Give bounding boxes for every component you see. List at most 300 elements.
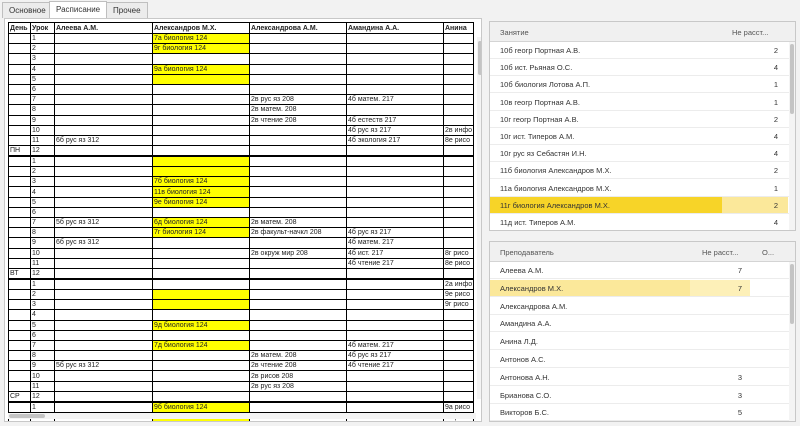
lesson-row[interactable] xyxy=(490,128,795,145)
lesson-row[interactable] xyxy=(490,145,795,162)
teacher-name: Александрова А.М. xyxy=(500,301,568,311)
teachers-header-extra[interactable]: О... xyxy=(762,248,775,257)
schedule-cell[interactable]: 4б чтение 217 xyxy=(347,258,444,268)
schedule-cell[interactable] xyxy=(347,44,444,54)
day-cell xyxy=(9,371,31,381)
schedule-cell[interactable] xyxy=(347,279,444,290)
lessons-header-count[interactable]: Не расст... xyxy=(732,28,769,37)
horizontal-scrollbar[interactable] xyxy=(8,413,476,419)
tab-main[interactable]: Основное xyxy=(2,2,53,18)
schedule-cell[interactable]: 2в инфо xyxy=(445,126,472,134)
schedule-cell[interactable] xyxy=(444,320,474,330)
schedule-cell[interactable]: 9б биология 124 xyxy=(153,402,250,413)
lesson-name: 10б геогр Портная А.В. xyxy=(500,46,581,55)
schedule-cell[interactable] xyxy=(444,146,474,157)
schedule-row xyxy=(9,74,474,84)
schedule-cell[interactable]: 9г рисо xyxy=(444,300,474,310)
teacher-name: Алеева А.М. xyxy=(500,266,544,275)
lesson-row[interactable] xyxy=(490,197,795,214)
schedule-cell[interactable]: 5б рус яз 312 xyxy=(55,218,153,228)
schedule-cell[interactable] xyxy=(55,351,153,361)
schedule-cell[interactable] xyxy=(347,300,444,310)
schedule-cell[interactable] xyxy=(347,391,444,402)
lesson-unassigned-count: 4 xyxy=(773,132,778,141)
schedule-cell[interactable] xyxy=(55,340,153,350)
schedule-cell[interactable] xyxy=(250,268,347,279)
schedule-cell[interactable] xyxy=(153,361,250,371)
lesson-unassigned-count: 4 xyxy=(773,218,778,227)
schedule-cell[interactable] xyxy=(55,156,153,167)
day-cell xyxy=(9,125,31,135)
schedule-cell[interactable] xyxy=(347,146,444,157)
schedule-cell[interactable] xyxy=(55,177,153,187)
header-teacher[interactable]: Алеева А.М. xyxy=(55,23,153,34)
schedule-cell[interactable] xyxy=(250,391,347,402)
schedule-cell[interactable] xyxy=(55,207,153,217)
schedule-cell[interactable] xyxy=(444,361,474,371)
schedule-cell[interactable]: 2в рисов 208 xyxy=(250,371,347,381)
schedule-cell[interactable]: 2в рус яз 208 xyxy=(250,95,347,105)
schedule-cell[interactable]: 4б экология 217 xyxy=(347,135,444,145)
lesson-number-cell: 4 xyxy=(31,64,55,74)
schedule-cell[interactable] xyxy=(153,289,250,299)
schedule-cell[interactable] xyxy=(55,402,153,413)
schedule-cell[interactable] xyxy=(347,54,444,64)
schedule-cell[interactable] xyxy=(55,310,153,320)
header-teacher[interactable]: Александров М.Х. xyxy=(153,23,250,34)
schedule-cell[interactable]: 9д биология 124 xyxy=(153,320,250,330)
schedule-row xyxy=(9,197,474,207)
lesson-number-cell: 9 xyxy=(31,361,55,371)
schedule-cell[interactable] xyxy=(444,371,474,381)
schedule-cell[interactable]: 7д биология 124 xyxy=(153,340,250,350)
schedule-cell[interactable] xyxy=(153,74,250,84)
teacher-name: Амандина А.А. xyxy=(500,319,552,329)
lesson-name: 10б биология Лотова А.П. xyxy=(500,80,591,90)
lesson-number-cell: 7 xyxy=(31,95,55,105)
schedule-cell[interactable]: 2в рус яз 208 xyxy=(250,381,347,391)
schedule-cell[interactable] xyxy=(250,238,347,248)
schedule-cell[interactable] xyxy=(55,115,153,125)
schedule-cell[interactable]: 8е рисо xyxy=(444,135,474,145)
teachers-header-name[interactable]: Преподаватель xyxy=(500,248,554,257)
schedule-cell[interactable] xyxy=(444,238,474,248)
schedule-cell[interactable] xyxy=(250,125,347,135)
schedule-cell[interactable] xyxy=(55,228,153,238)
lesson-number-cell: 8 xyxy=(31,351,55,361)
schedule-cell[interactable] xyxy=(347,105,444,115)
schedule-row xyxy=(9,167,474,177)
schedule-cell[interactable] xyxy=(444,187,474,197)
schedule-cell[interactable]: 4б ист. 217 xyxy=(347,248,444,258)
lesson-number-cell: 9 xyxy=(31,115,55,125)
schedule-cell[interactable]: 8г рисо xyxy=(444,248,474,258)
schedule-cell[interactable]: 2в факульт-начкл 208 xyxy=(250,228,347,238)
schedule-row xyxy=(9,391,474,402)
schedule-cell[interactable] xyxy=(250,207,347,217)
schedule-cell[interactable] xyxy=(153,371,250,381)
schedule-cell[interactable] xyxy=(55,320,153,330)
day-cell xyxy=(9,74,31,84)
lesson-number-cell: 12 xyxy=(31,391,55,402)
schedule-cell[interactable] xyxy=(347,320,444,330)
schedule-cell[interactable] xyxy=(153,156,250,167)
schedule-cell[interactable] xyxy=(55,167,153,177)
schedule-row xyxy=(9,64,474,74)
schedule-cell[interactable] xyxy=(55,330,153,340)
schedule-cell[interactable] xyxy=(55,74,153,84)
schedule-cell[interactable] xyxy=(444,74,474,84)
teacher-name: Антонова А.Н. xyxy=(500,372,550,382)
schedule-cell[interactable] xyxy=(250,74,347,84)
schedule-row xyxy=(9,207,474,217)
schedule-cell[interactable]: 4б матем. 217 xyxy=(347,340,444,350)
schedule-cell[interactable] xyxy=(153,84,250,94)
schedule-cell[interactable] xyxy=(347,289,444,299)
schedule-cell[interactable] xyxy=(444,351,474,361)
schedule-cell[interactable] xyxy=(347,381,444,391)
schedule-cell[interactable] xyxy=(55,268,153,279)
schedule-cell[interactable] xyxy=(250,146,347,157)
schedule-cell[interactable] xyxy=(250,135,347,145)
schedule-row xyxy=(9,125,474,135)
schedule-cell[interactable] xyxy=(347,218,444,228)
lesson-number-cell: 4 xyxy=(31,310,55,320)
schedule-cell[interactable] xyxy=(153,258,250,268)
lessons-header-name[interactable]: Занятие xyxy=(500,28,529,37)
schedule-cell[interactable] xyxy=(444,95,474,105)
schedule-cell[interactable] xyxy=(250,340,347,350)
schedule-cell[interactable] xyxy=(55,84,153,94)
schedule-cell[interactable] xyxy=(55,125,153,135)
schedule-cell[interactable] xyxy=(250,258,347,268)
lesson-row[interactable] xyxy=(490,111,795,128)
schedule-cell[interactable]: 4б рус яз 217 xyxy=(347,228,444,238)
schedule-cell[interactable] xyxy=(444,54,474,64)
schedule-cell[interactable] xyxy=(55,187,153,197)
schedule-cell[interactable] xyxy=(444,340,474,350)
schedule-cell[interactable] xyxy=(153,95,250,105)
schedule-cell[interactable] xyxy=(153,125,250,135)
schedule-cell[interactable]: 6д биология 124 xyxy=(153,218,250,228)
teachers-scroll-thumb[interactable] xyxy=(790,264,794,324)
teachers-header-count[interactable]: Не расст... xyxy=(702,248,739,257)
schedule-cell[interactable] xyxy=(250,84,347,94)
schedule-cell[interactable]: 4б матем. 217 xyxy=(347,238,444,248)
tab-other[interactable]: Прочее xyxy=(106,2,148,18)
lessons-scrollbar[interactable] xyxy=(789,42,795,231)
schedule-cell[interactable] xyxy=(153,300,250,310)
schedule-cell[interactable] xyxy=(55,34,153,44)
schedule-row xyxy=(9,300,474,310)
teacher-row[interactable] xyxy=(490,280,795,297)
lesson-name: 10б ист. Рьяная О.С. xyxy=(500,63,573,73)
teacher-unassigned-count: 7 xyxy=(737,283,742,293)
schedule-cell[interactable]: 2в окруж мир 208 xyxy=(250,248,347,258)
schedule-cell[interactable] xyxy=(55,146,153,157)
day-cell xyxy=(9,320,31,330)
schedule-cell[interactable] xyxy=(347,177,444,187)
schedule-cell[interactable]: 11в биология 124 xyxy=(153,187,250,197)
lesson-number-cell: 10 xyxy=(31,125,55,135)
horizontal-scroll-thumb[interactable] xyxy=(9,414,45,418)
schedule-cell[interactable] xyxy=(55,279,153,290)
schedule-cell[interactable] xyxy=(250,64,347,74)
teacher-row[interactable] xyxy=(490,387,795,404)
schedule-cell[interactable]: 7б биология 124 xyxy=(153,177,250,187)
teacher-row[interactable] xyxy=(490,369,795,386)
schedule-cell[interactable] xyxy=(55,54,153,64)
schedule-cell[interactable] xyxy=(153,310,250,320)
lesson-row[interactable] xyxy=(490,180,795,197)
schedule-cell[interactable] xyxy=(153,351,250,361)
day-cell xyxy=(9,64,31,74)
schedule-cell[interactable] xyxy=(55,289,153,299)
schedule-cell[interactable] xyxy=(347,34,444,44)
schedule-cell[interactable] xyxy=(250,289,347,299)
lessons-scroll-thumb[interactable] xyxy=(790,44,794,114)
schedule-cell[interactable] xyxy=(250,34,347,44)
schedule-cell[interactable] xyxy=(444,268,474,279)
teacher-row[interactable] xyxy=(490,298,795,315)
schedule-cell[interactable] xyxy=(347,156,444,167)
lesson-number-cell: 8 xyxy=(31,105,55,115)
schedule-grid-panel xyxy=(4,18,482,422)
teachers-scrollbar[interactable] xyxy=(789,262,795,422)
schedule-cell[interactable] xyxy=(55,381,153,391)
schedule-row xyxy=(9,238,474,248)
schedule-cell[interactable]: 9а рисо xyxy=(444,402,474,413)
schedule-cell[interactable] xyxy=(153,238,250,248)
schedule-cell[interactable] xyxy=(347,167,444,177)
lesson-unassigned-count: 2 xyxy=(773,200,778,210)
schedule-row xyxy=(9,320,474,330)
lesson-row[interactable] xyxy=(490,42,795,59)
lesson-name: 11а биология Александров М.Х. xyxy=(500,183,612,193)
teacher-row[interactable] xyxy=(490,404,795,421)
teacher-row[interactable] xyxy=(490,262,795,279)
schedule-cell[interactable] xyxy=(55,105,153,115)
schedule-cell[interactable] xyxy=(444,197,474,207)
vertical-scrollbar[interactable] xyxy=(477,37,482,399)
schedule-cell[interactable] xyxy=(250,330,347,340)
schedule-cell[interactable]: 2в матем. 208 xyxy=(250,105,347,115)
schedule-cell[interactable] xyxy=(153,115,250,125)
schedule-cell[interactable]: 7а биология 124 xyxy=(153,34,250,44)
teacher-row[interactable] xyxy=(490,315,795,332)
schedule-cell[interactable] xyxy=(153,330,250,340)
schedule-cell[interactable] xyxy=(55,300,153,310)
schedule-cell[interactable] xyxy=(347,310,444,320)
schedule-cell[interactable]: 5б рус яз 312 xyxy=(55,361,153,371)
lesson-row[interactable] xyxy=(490,59,795,76)
schedule-cell[interactable] xyxy=(250,54,347,64)
schedule-cell[interactable]: 9е рисо xyxy=(444,289,474,299)
schedule-cell[interactable] xyxy=(444,391,474,402)
day-cell xyxy=(9,402,31,413)
schedule-cell[interactable] xyxy=(250,310,347,320)
schedule-cell[interactable] xyxy=(444,228,474,238)
schedule-cell[interactable] xyxy=(153,167,250,177)
teacher-name: Анина Л.Д. xyxy=(500,337,538,347)
schedule-cell[interactable]: 2в чтение 208 xyxy=(250,361,347,371)
day-cell xyxy=(9,218,31,228)
schedule-cell[interactable] xyxy=(153,279,250,290)
tab-schedule[interactable]: Расписание xyxy=(49,1,107,18)
schedule-cell[interactable] xyxy=(250,187,347,197)
schedule-cell[interactable] xyxy=(153,146,250,157)
schedule-cell[interactable]: 4б рус яз 217 xyxy=(347,351,444,361)
schedule-row xyxy=(9,340,474,350)
schedule-cell[interactable] xyxy=(55,258,153,268)
schedule-cell[interactable] xyxy=(347,64,444,74)
schedule-cell[interactable]: 9а биология 124 xyxy=(153,64,250,74)
schedule-cell[interactable] xyxy=(153,381,250,391)
schedule-cell[interactable] xyxy=(250,402,347,413)
schedule-cell[interactable] xyxy=(55,391,153,402)
schedule-cell[interactable] xyxy=(347,371,444,381)
schedule-cell[interactable] xyxy=(444,177,474,187)
lesson-row[interactable] xyxy=(490,162,795,179)
schedule-cell[interactable] xyxy=(444,330,474,340)
day-cell xyxy=(9,310,31,320)
schedule-cell[interactable] xyxy=(153,54,250,64)
schedule-cell[interactable] xyxy=(444,156,474,167)
schedule-cell[interactable] xyxy=(55,371,153,381)
day-cell xyxy=(9,84,31,94)
day-cell xyxy=(9,156,31,167)
schedule-row xyxy=(9,351,474,361)
schedule-cell[interactable] xyxy=(444,64,474,74)
schedule-cell[interactable] xyxy=(153,391,250,402)
lesson-number-cell: 11 xyxy=(31,381,55,391)
lesson-number-cell: 7 xyxy=(31,218,55,228)
schedule-cell[interactable] xyxy=(444,44,474,54)
teacher-row[interactable] xyxy=(490,351,795,368)
day-cell: СР xyxy=(9,391,31,402)
lesson-number-cell: 1 xyxy=(31,156,55,167)
lesson-number-cell: 2 xyxy=(31,44,55,54)
teacher-row[interactable] xyxy=(490,333,795,350)
schedule-cell[interactable]: 4б матем. 217 xyxy=(347,95,444,105)
schedule-cell[interactable] xyxy=(250,279,347,290)
lesson-number-cell: 12 xyxy=(31,146,55,157)
schedule-cell[interactable]: 6б рус яз 312 xyxy=(55,135,153,145)
schedule-row xyxy=(9,218,474,228)
lesson-row[interactable] xyxy=(490,94,795,111)
schedule-cell[interactable] xyxy=(55,197,153,207)
header-teacher[interactable]: Амандина А.А. xyxy=(347,23,444,34)
day-cell xyxy=(9,351,31,361)
schedule-cell[interactable] xyxy=(250,177,347,187)
schedule-cell[interactable]: 8е рисо xyxy=(444,258,474,268)
schedule-cell[interactable]: 2а инфо xyxy=(445,280,473,288)
schedule-cell[interactable] xyxy=(55,248,153,258)
schedule-cell[interactable] xyxy=(444,34,474,44)
schedule-cell[interactable] xyxy=(250,167,347,177)
schedule-cell[interactable] xyxy=(444,167,474,177)
schedule-cell[interactable] xyxy=(347,402,444,413)
schedule-cell[interactable] xyxy=(444,381,474,391)
schedule-cell[interactable] xyxy=(153,248,250,258)
schedule-cell[interactable] xyxy=(444,84,474,94)
schedule-cell[interactable] xyxy=(55,95,153,105)
schedule-cell[interactable] xyxy=(347,84,444,94)
schedule-cell[interactable] xyxy=(444,218,474,228)
schedule-cell[interactable] xyxy=(444,115,474,125)
schedule-cell[interactable]: 7г биология 124 xyxy=(153,228,250,238)
vertical-scroll-thumb[interactable] xyxy=(478,41,482,75)
schedule-cell[interactable] xyxy=(250,197,347,207)
schedule-row xyxy=(9,330,474,340)
header-teacher[interactable]: Александрова А.М. xyxy=(250,23,347,34)
schedule-cell[interactable] xyxy=(347,74,444,84)
header-teacher[interactable]: Анина xyxy=(444,23,474,34)
schedule-cell[interactable]: 2в матем. 208 xyxy=(250,218,347,228)
schedule-cell[interactable] xyxy=(250,156,347,167)
schedule-cell[interactable] xyxy=(55,44,153,54)
day-cell xyxy=(9,258,31,268)
schedule-row xyxy=(9,115,474,125)
lesson-row[interactable] xyxy=(490,76,795,93)
schedule-header-row xyxy=(9,23,474,34)
day-cell xyxy=(9,197,31,207)
schedule-cell[interactable]: 9г биология 124 xyxy=(153,44,250,54)
schedule-cell[interactable] xyxy=(347,207,444,217)
teacher-unassigned-count: 5 xyxy=(737,408,742,418)
schedule-cell[interactable]: 2в чтение 208 xyxy=(250,115,347,125)
schedule-cell[interactable]: 2в матем. 208 xyxy=(250,351,347,361)
schedule-cell[interactable]: 4б естеств 217 xyxy=(347,115,444,125)
schedule-cell[interactable] xyxy=(444,105,474,115)
teacher-unassigned-count: 3 xyxy=(737,390,742,400)
day-cell xyxy=(9,105,31,115)
schedule-row xyxy=(9,258,474,268)
schedule-cell[interactable] xyxy=(55,64,153,74)
teacher-unassigned-count: 7 xyxy=(737,266,742,275)
lesson-number-cell: 8 xyxy=(31,228,55,238)
lesson-unassigned-count: 2 xyxy=(773,114,778,124)
schedule-cell[interactable]: 6б рус яз 312 xyxy=(55,238,153,248)
lesson-number-cell: 7 xyxy=(31,340,55,350)
schedule-cell[interactable] xyxy=(250,300,347,310)
schedule-cell[interactable] xyxy=(153,207,250,217)
lesson-number-cell: 1 xyxy=(31,279,55,290)
schedule-cell[interactable] xyxy=(347,187,444,197)
schedule-cell[interactable]: 4б рус яз 217 xyxy=(347,125,444,135)
day-cell xyxy=(9,248,31,258)
schedule-cell[interactable] xyxy=(153,105,250,115)
lesson-number-cell: 11 xyxy=(31,135,55,145)
schedule-row xyxy=(9,289,474,299)
schedule-row xyxy=(9,146,474,157)
lesson-number-cell: 9 xyxy=(31,238,55,248)
schedule-cell[interactable] xyxy=(250,320,347,330)
schedule-cell[interactable] xyxy=(153,268,250,279)
schedule-cell[interactable] xyxy=(347,330,444,340)
schedule-cell[interactable] xyxy=(444,207,474,217)
schedule-row xyxy=(9,381,474,391)
schedule-cell[interactable] xyxy=(153,135,250,145)
schedule-cell[interactable] xyxy=(347,197,444,207)
schedule-cell[interactable]: 9е биология 124 xyxy=(153,197,250,207)
lesson-row[interactable] xyxy=(490,214,795,231)
schedule-cell[interactable]: 4б чтение 217 xyxy=(347,361,444,371)
schedule-cell[interactable] xyxy=(444,310,474,320)
header-lesson: Урок xyxy=(31,23,55,34)
schedule-cell[interactable] xyxy=(347,268,444,279)
schedule-cell[interactable] xyxy=(250,44,347,54)
